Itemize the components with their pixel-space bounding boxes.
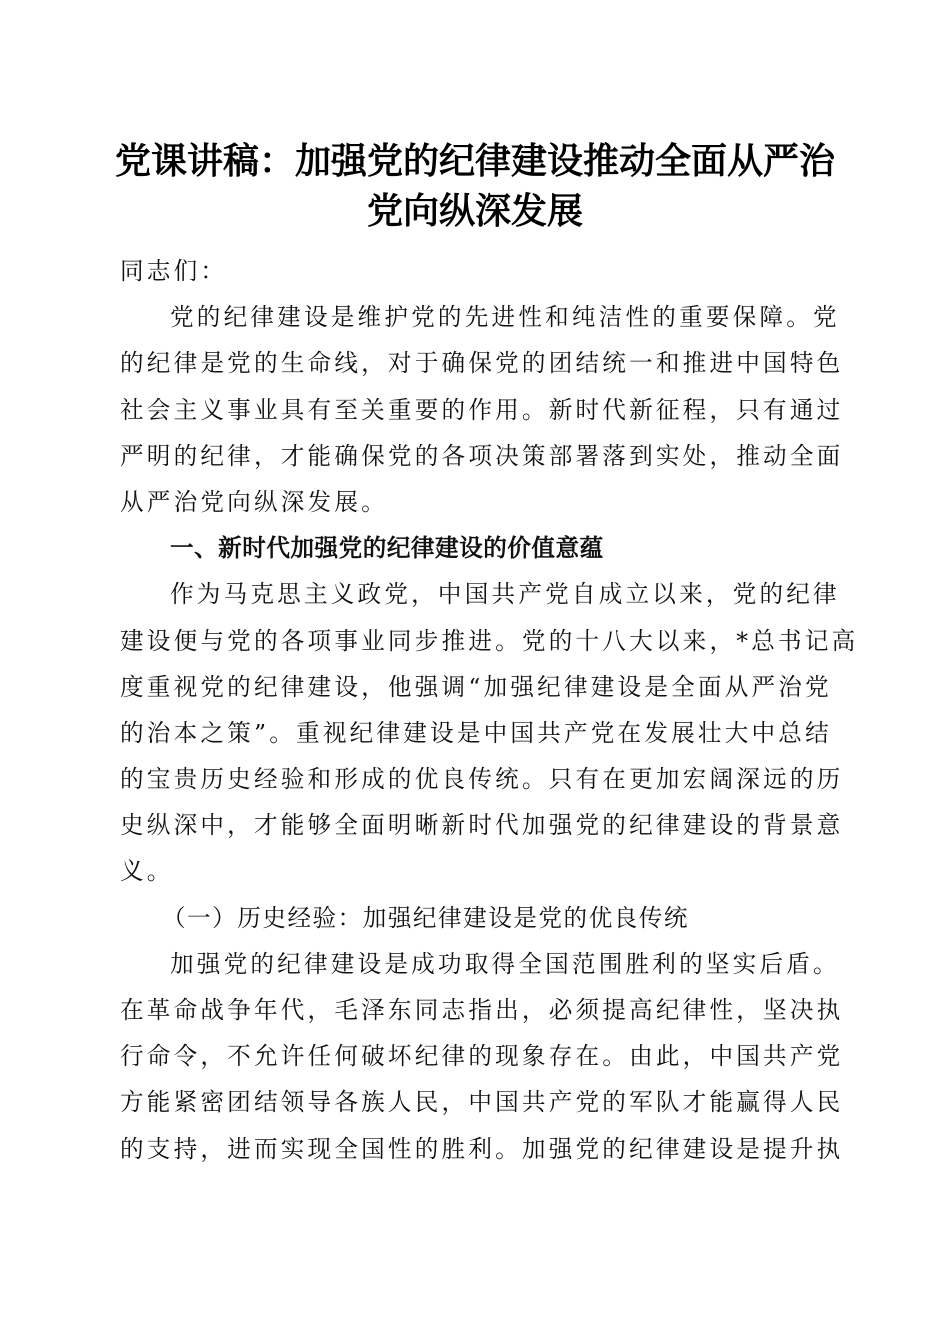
intro-paragraph: [120, 294, 844, 525]
paragraph-line: 行命令，不允许任何破坏纪律的现象存在。由此，中国共产党: [120, 1042, 844, 1071]
title-line-2: 党向纵深发展: [366, 190, 583, 232]
document-title: [100, 136, 850, 236]
subsection-heading: （一）历史经验：加强纪律建设是党的优良传统: [162, 903, 689, 932]
paragraph-line: 建设便与党的各项事业同步推进。党的十八大以来，*总书记高: [120, 626, 859, 655]
paragraph-line: 作为马克思主义政党，中国共产党自成立以来，党的纪律: [170, 580, 840, 609]
subsection-1-paragraph: [120, 941, 844, 1172]
paragraph-line: 义。: [120, 857, 174, 886]
paragraph-line: 的支持，进而实现全国性的胜利。加强党的纪律建设是提升执: [120, 1134, 844, 1163]
paragraph-line: 史纵深中，才能够全面明晰新时代加强党的纪律建设的背景意: [120, 811, 844, 840]
paragraph-line: 的治本之策”。重视纪律建设是中国共产党在发展壮大中总结: [120, 718, 832, 747]
paragraph-line: 度重视党的纪律建设，他强调“加强纪律建设是全面从严治党: [120, 672, 832, 701]
paragraph-line: 在革命战争年代，毛泽东同志指出，必须提高纪律性，坚决执: [120, 996, 844, 1024]
paragraph-line: 的宝贵历史经验和形成的优良传统。只有在更加宏阔深远的历: [120, 765, 844, 794]
paragraph-line: 方能紧密团结领导各族人民，中国共产党的军队才能赢得人民: [120, 1088, 844, 1117]
paragraph-line: 严明的纪律，才能确保党的各项决策部署落到实处，推动全面: [120, 441, 844, 470]
paragraph-line: 从严治党向纵深发展。: [120, 487, 388, 516]
paragraph-line: 加强党的纪律建设是成功取得全国范围胜利的坚实后盾。: [170, 949, 840, 978]
title-line-1: 党课讲稿：加强党的纪律建设推动全面从严治: [114, 140, 835, 182]
paragraph-line: 党的纪律建设是维护党的先进性和纯洁性的重要保障。党: [170, 303, 840, 332]
paragraph-line: 社会主义事业具有至关重要的作用。新时代新征程，只有通过: [120, 395, 844, 424]
paragraph-line: 的纪律是党的生命线，对于确保党的团结统一和推进中国特色: [120, 349, 844, 378]
section-1-paragraph: [120, 571, 859, 894]
document-body: [120, 248, 859, 1172]
salutation: 同志们：: [120, 257, 228, 285]
section-heading: 一、新时代加强党的纪律建设的价值意蕴: [170, 534, 604, 563]
